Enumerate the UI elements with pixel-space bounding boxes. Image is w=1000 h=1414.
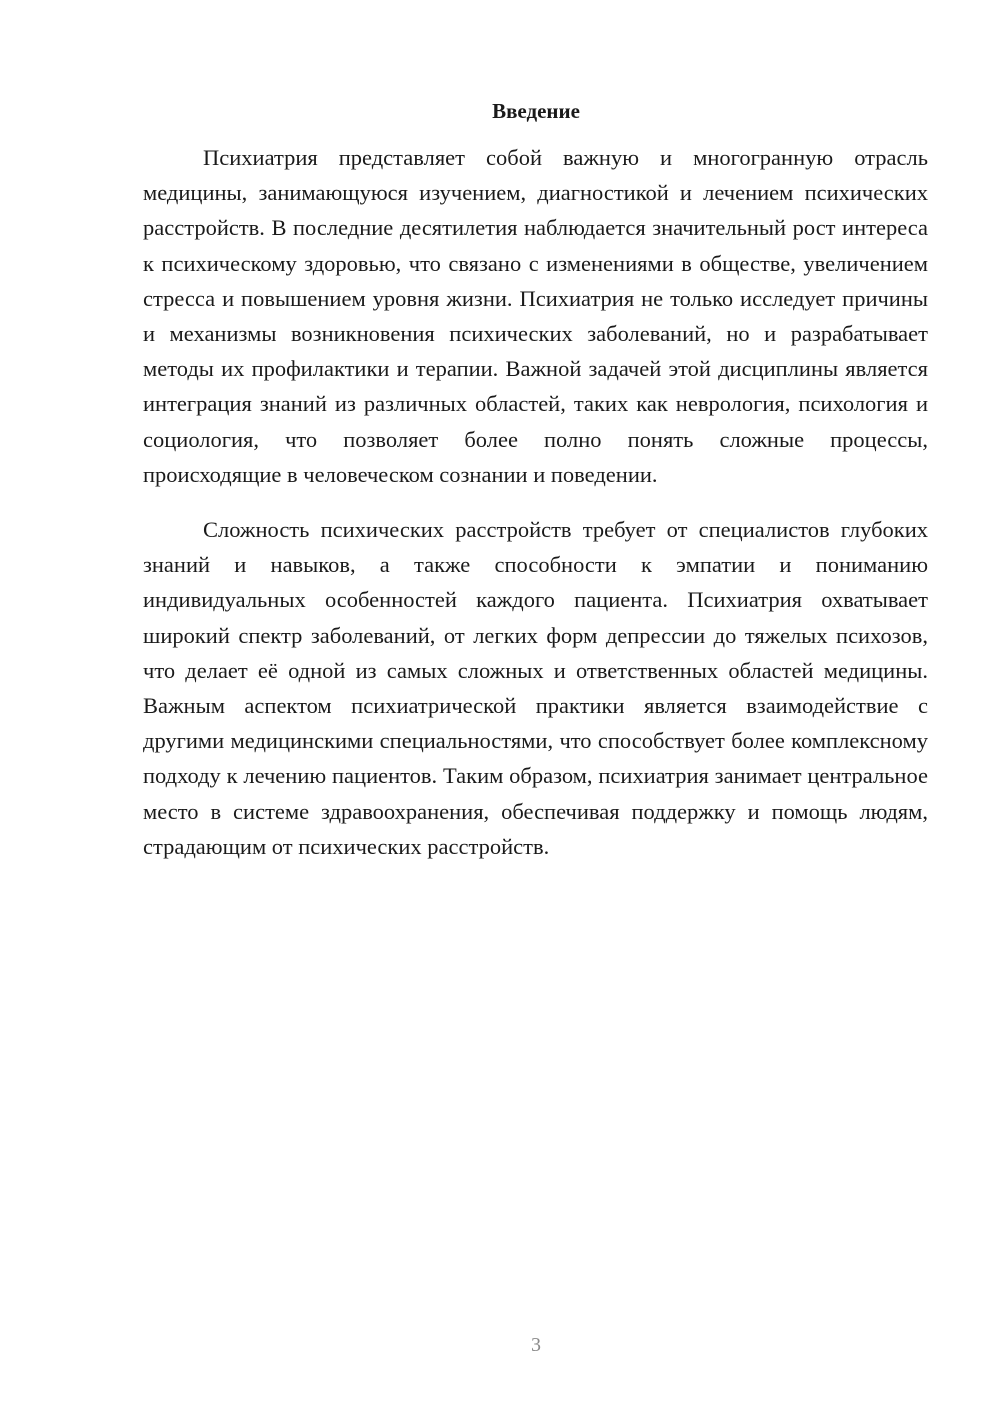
paragraph-1: Психиатрия представляет собой важную и многогранную отрасль медицины, занимающуюся изучением, диагностикой и лечением психических расстройств. В последние десятилетия наблюдается значительный рост интереса к психическому здоровью, что связано с изменениями в обществе, увеличением стресса и повышением уровня жизни. Психиатрия не только исследует причины и механизмы возникновения психических заболеваний, но и разрабатывает методы их профилактики и терапии. Важной задачей этой дисциплины является интеграция знаний из различных областей, таких как неврология, психология и социология, что позволяет более полно понять сложные процессы, происходящие в человеческом сознании и поведении. [143,145,928,487]
body-text [143,140,928,864]
paragraph-2: Сложность психических расстройств требует от специалистов глубоких знаний и навыков, а также способности к эмпатии и пониманию индивидуальных особенностей каждого пациента. Психиатрия охватывает широкий спектр заболеваний, от легких форм депрессии до тяжелых психозов, что делает её одной из самых сложных и ответственных областей медицины. Важным аспектом психиатрической практики является взаимодействие с другими медицинскими специальностями, что способствует более комплексному подходу к лечению пациентов. Таким образом, психиатрия занимает центральное место в системе здравоохранения, обеспечивая поддержку и помощь людям, страдающим от психических расстройств. [143,517,928,859]
page-number: 3 [531,1334,541,1356]
page-title: Введение [492,99,580,123]
